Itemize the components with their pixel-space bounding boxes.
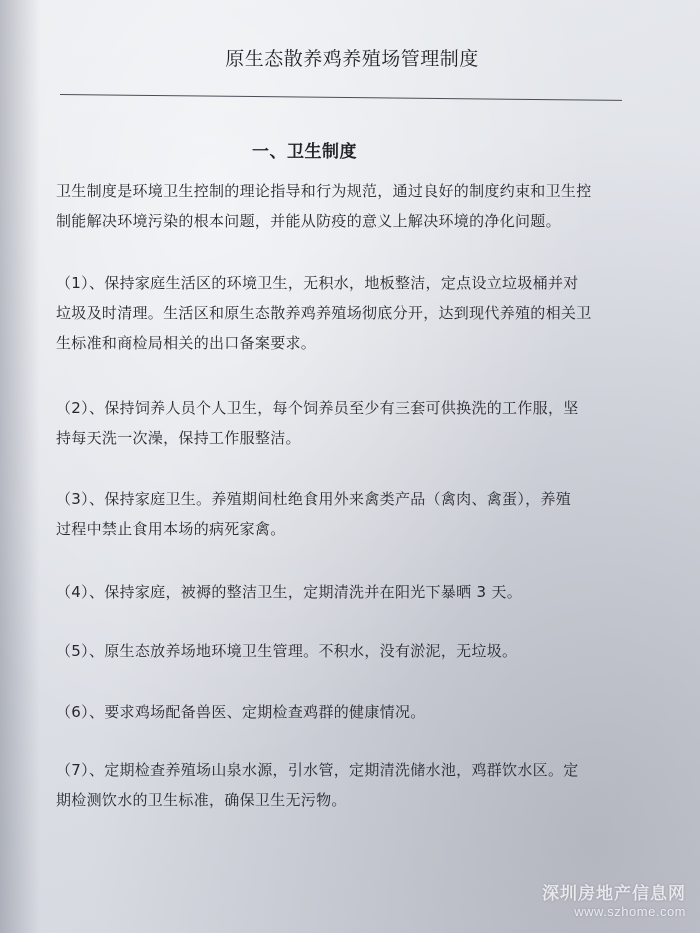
document-title: 原生态散养鸡养殖场管理制度	[225, 48, 479, 70]
watermark-site-name: 深圳房地产信息网	[542, 884, 686, 903]
paragraph-item-6	[56, 697, 676, 727]
watermark-url: www.szhome.com	[574, 904, 686, 919]
paragraph-item-4	[56, 577, 676, 607]
paragraph-line: （1）、保持家庭生活区的环境卫生，无积水，地板整洁，定点设立垃圾桶并对	[56, 274, 579, 292]
paragraph-item-3	[56, 484, 676, 544]
site-watermark	[542, 879, 686, 919]
document-sheet	[22, 0, 682, 933]
paragraph-line: （2）、保持饲养人员个人卫生，每个饲养员至少有三套可供换洗的工作服，坚	[56, 399, 579, 417]
paragraph-line: 持每天洗一次澡，保持工作服整洁。	[56, 429, 301, 447]
paragraph-line: （6）、要求鸡场配备兽医、定期检查鸡群的健康情况。	[56, 703, 426, 721]
paragraph-line: 过程中禁止食用本场的病死家禽。	[56, 520, 286, 538]
paragraph-item-2	[56, 393, 676, 453]
paragraph-line: 垃圾及时清理。生活区和原生态散养鸡养殖场彻底分开，达到现代养殖的相关卫	[56, 304, 592, 322]
paragraph-item-7	[56, 755, 676, 815]
paragraph-intro	[56, 176, 676, 236]
paragraph-line: 卫生制度是环境卫生控制的理论指导和行为规范，通过良好的制度约束和卫生控	[56, 182, 592, 200]
paragraph-line: 制能解决环境污染的根本问题，并能从防疫的意义上解决环境的净化问题。	[56, 212, 561, 230]
paragraph-line: （4）、保持家庭，被褥的整洁卫生，定期清洗并在阳光下暴晒 3 天。	[56, 583, 523, 601]
paragraph-item-1	[56, 268, 676, 358]
paragraph-line: 生标准和商检局相关的出口备案要求。	[56, 334, 317, 352]
section-title: 一、卫生制度	[252, 142, 357, 162]
paragraph-line: 期检测饮水的卫生标准，确保卫生无污物。	[56, 791, 347, 809]
paragraph-line: （3）、保持家庭卫生。养殖期间杜绝食用外来禽类产品（禽肉、禽蛋），养殖	[56, 490, 572, 508]
paragraph-line: （7）、定期检查养殖场山泉水源，引水管，定期清洗储水池，鸡群饮水区。定	[56, 761, 579, 779]
paragraph-item-5	[56, 636, 676, 666]
paragraph-line: （5）、原生态放养场地环境卫生管理。不积水，没有淤泥，无垃圾。	[56, 642, 518, 660]
title-divider	[60, 94, 622, 101]
